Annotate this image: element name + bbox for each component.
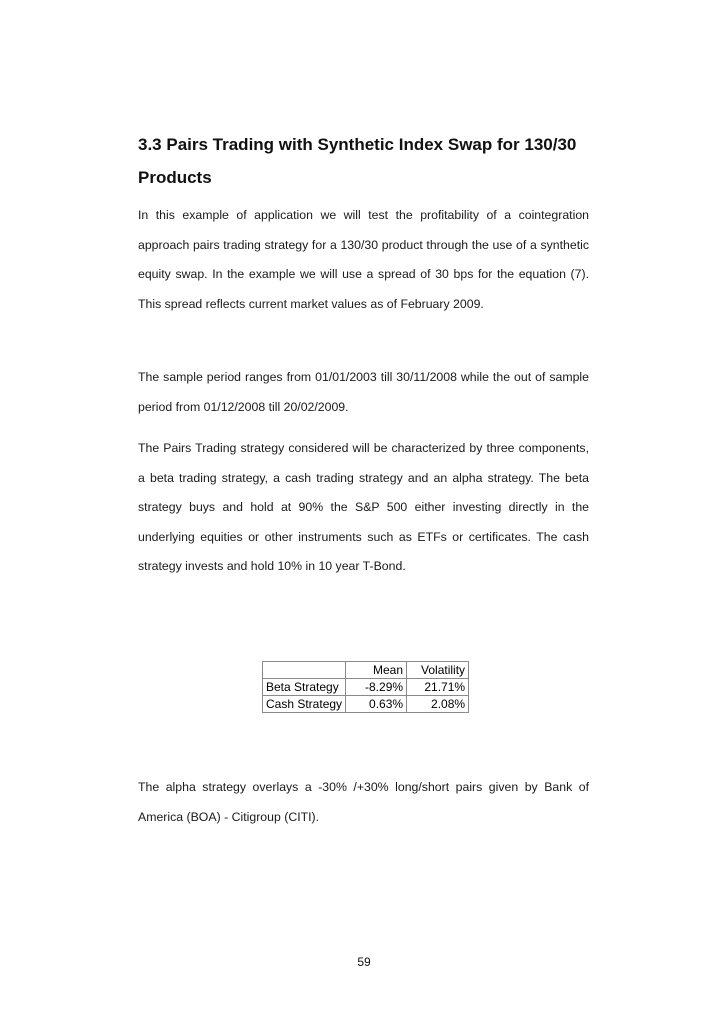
table-header-cell: Volatility [407,662,469,679]
table-cell: 2.08% [407,696,469,713]
paragraph-strategy-components: The Pairs Trading strategy considered will be characterized by three components, a beta trading strategy, a cash trading strategy and an alpha strategy. The beta strategy buys and hold at 90% the S&P 500 either investing directly in the underlying equities or other instruments such as ETFs or certificates. The cash strategy invests and hold 10% in 10 year T-Bond. [138,441,589,573]
table-cell: 0.63% [346,696,407,713]
strategy-stats-table [262,661,469,713]
page-number: 59 [357,955,371,969]
paragraph-intro: In this example of application we will test the profitability of a cointegration approach pairs trading strategy for a 130/30 product through the use of a synthetic equity swap. In the example we will use a spread of 30 bps for the equation (7). This spread reflects current market values as of February 2009. [138,208,589,311]
section-heading-line-2: Products [138,168,212,187]
table-cell: 21.71% [407,679,469,696]
table-cell: -8.29% [346,679,407,696]
table-header-cell: Mean [346,662,407,679]
table-header-cell [263,662,346,679]
table-cell: Cash Strategy [263,696,346,713]
section-heading-line-1: 3.3 Pairs Trading with Synthetic Index Swap for 130/30 [138,135,577,154]
table-row [263,696,469,713]
table-header-row [263,662,469,679]
paragraph-sample-period: The sample period ranges from 01/01/2003 till 30/11/2008 while the out of sample period from 01/12/2008 till 20/02/2009. [138,370,589,414]
table-cell: Beta Strategy [263,679,346,696]
paragraph-alpha-strategy: The alpha strategy overlays a -30% /+30% long/short pairs given by Bank of America (BOA) - Citigroup (CITI). [138,780,589,824]
table-row [263,679,469,696]
